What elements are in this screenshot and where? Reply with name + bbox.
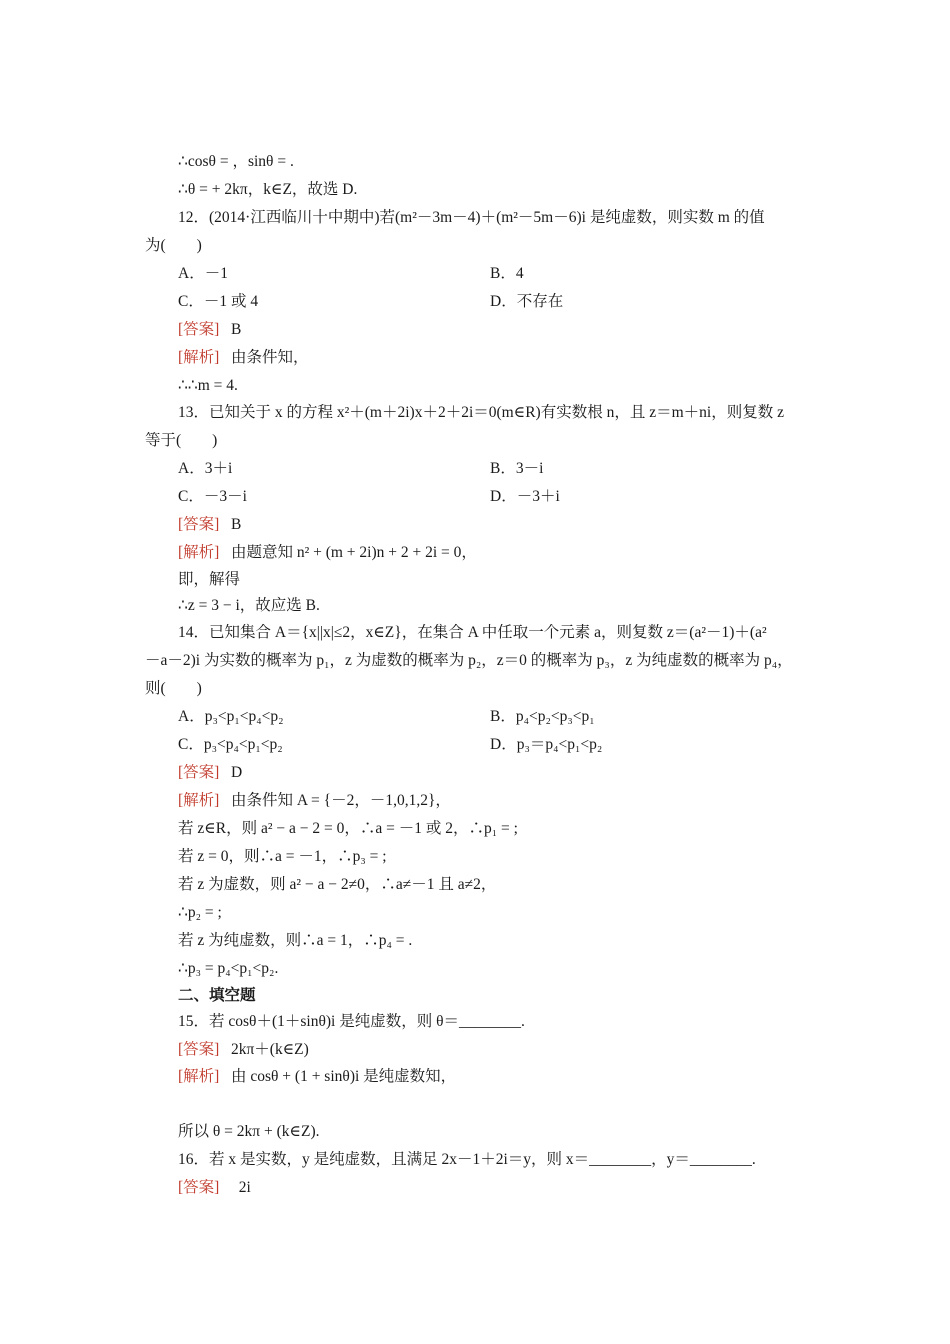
solution-tag: [解析] [178,792,220,809]
solution-text: 由题意知 n² + (m + 2i)n + 2 + 2i = 0， [230,544,477,561]
answer-tag: [答案] [178,516,220,533]
solution-text: 由条件知， [230,349,309,366]
q15-solution [178,1067,456,1087]
q12-option-b: B．4 [490,265,524,282]
text-line: 若 z 为纯虚数，则∴a = 1，∴p₄ = . [178,932,413,949]
q13-option-b: B．3－i [490,460,544,477]
question-14-stem: 14．已知集合 A＝{x||x|≤2，x∈Z}，在集合 A 中任取一个元素 a，则复数 z＝(a²－1)＋(a² [178,624,767,641]
text-line: 若 z = 0，则∴a = －1，∴p₃ = ; [178,848,387,865]
q15-answer [178,1040,309,1060]
q13-option-d: D．－3＋i [490,488,560,505]
solution-text: 由条件知 A = {－2，－1,0,1,2}， [230,792,451,809]
answer-value: 2kπ＋(k∈Z) [230,1041,309,1058]
q16-answer [178,1178,251,1198]
q12-option-c: C．－1 或 4 [178,293,259,310]
q12-option-d: D．不存在 [490,293,564,310]
text-line: ∴cosθ = ，sinθ = . [178,153,294,170]
q14-option-c: C．p₃<p₄<p₁<p₂ [178,736,283,753]
text-line: ∴z = 3 − i，故应选 B. [178,597,320,614]
section-heading: 二、填空题 [178,987,256,1004]
answer-tag: [答案] [178,1179,220,1196]
question-14-stem-cont: －a－2)i 为实数的概率为 p₁，z 为虚数的概率为 p₂，z＝0 的概率为 p₃，z 为纯虚数的概率为 p₄， [145,652,793,669]
answer-value: B [230,516,242,533]
q14-answer [178,763,242,783]
solution-tag: [解析] [178,349,220,366]
solution-tag: [解析] [178,1068,220,1085]
text-line: 若 z 为虚数，则 a² − a − 2≠0，∴a≠－1 且 a≠2， [178,876,497,893]
q14-option-a: A．p₃<p₁<p₄<p₂ [178,708,284,725]
q14-option-b: B．p₄<p₂<p₃<p₁ [490,708,595,725]
q12-option-a: A．－1 [178,265,228,282]
text-line: 即，解得 [178,571,241,588]
question-13-stem-cont: 等于( ) [145,432,218,449]
answer-tag: [答案] [178,321,220,338]
q12-solution [178,348,308,368]
q13-answer [178,515,241,535]
q13-solution [178,543,477,563]
answer-value: B [230,321,242,338]
q14-option-d: D．p₃＝p₄<p₁<p₂ [490,736,603,753]
answer-tag: [答案] [178,764,220,781]
text-line: 所以 θ = 2kπ + (k∈Z). [178,1123,320,1140]
solution-text: 由 cosθ + (1 + sinθ)i 是纯虚数知， [230,1068,457,1085]
text-line: ∴θ = + 2kπ，k∈Z，故选 D. [178,181,358,198]
question-15-stem: 15．若 cosθ＋(1＋sinθ)i 是纯虚数，则 θ＝________. [178,1013,525,1030]
q13-option-c: C．－3－i [178,488,247,505]
text-line: ∴p₃ = p₄<p₁<p₂. [178,960,279,977]
question-16-stem: 16．若 x 是实数，y 是纯虚数，且满足 2x－1＋2i＝y，则 x＝________，y＝________. [178,1151,756,1168]
question-14-stem-cont2: 则( ) [145,680,202,697]
question-13-stem: 13．已知关于 x 的方程 x²＋(m＋2i)x＋2＋2i＝0(m∈R)有实数根 n，且 z＝m＋ni，则复数 z [178,404,784,421]
text-line: ∴∴m = 4. [178,377,238,394]
answer-tag: [答案] [178,1041,220,1058]
q12-answer [178,320,241,340]
text-line: 若 z∈R，则 a² − a − 2 = 0，∴a = －1 或 2，∴p₁ = ; [178,820,518,837]
q14-solution [178,791,451,811]
question-12-stem-cont: 为( ) [145,237,202,254]
q13-option-a: A．3＋i [178,460,233,477]
answer-value: D [230,764,243,781]
solution-tag: [解析] [178,544,220,561]
answer-value: 2i [238,1179,251,1196]
text-line: ∴p₂ = ; [178,904,222,921]
question-12-stem: 12．(2014·江西临川十中期中)若(m²－3m－4)＋(m²－5m－6)i 是纯虚数，则实数 m 的值 [178,209,765,226]
